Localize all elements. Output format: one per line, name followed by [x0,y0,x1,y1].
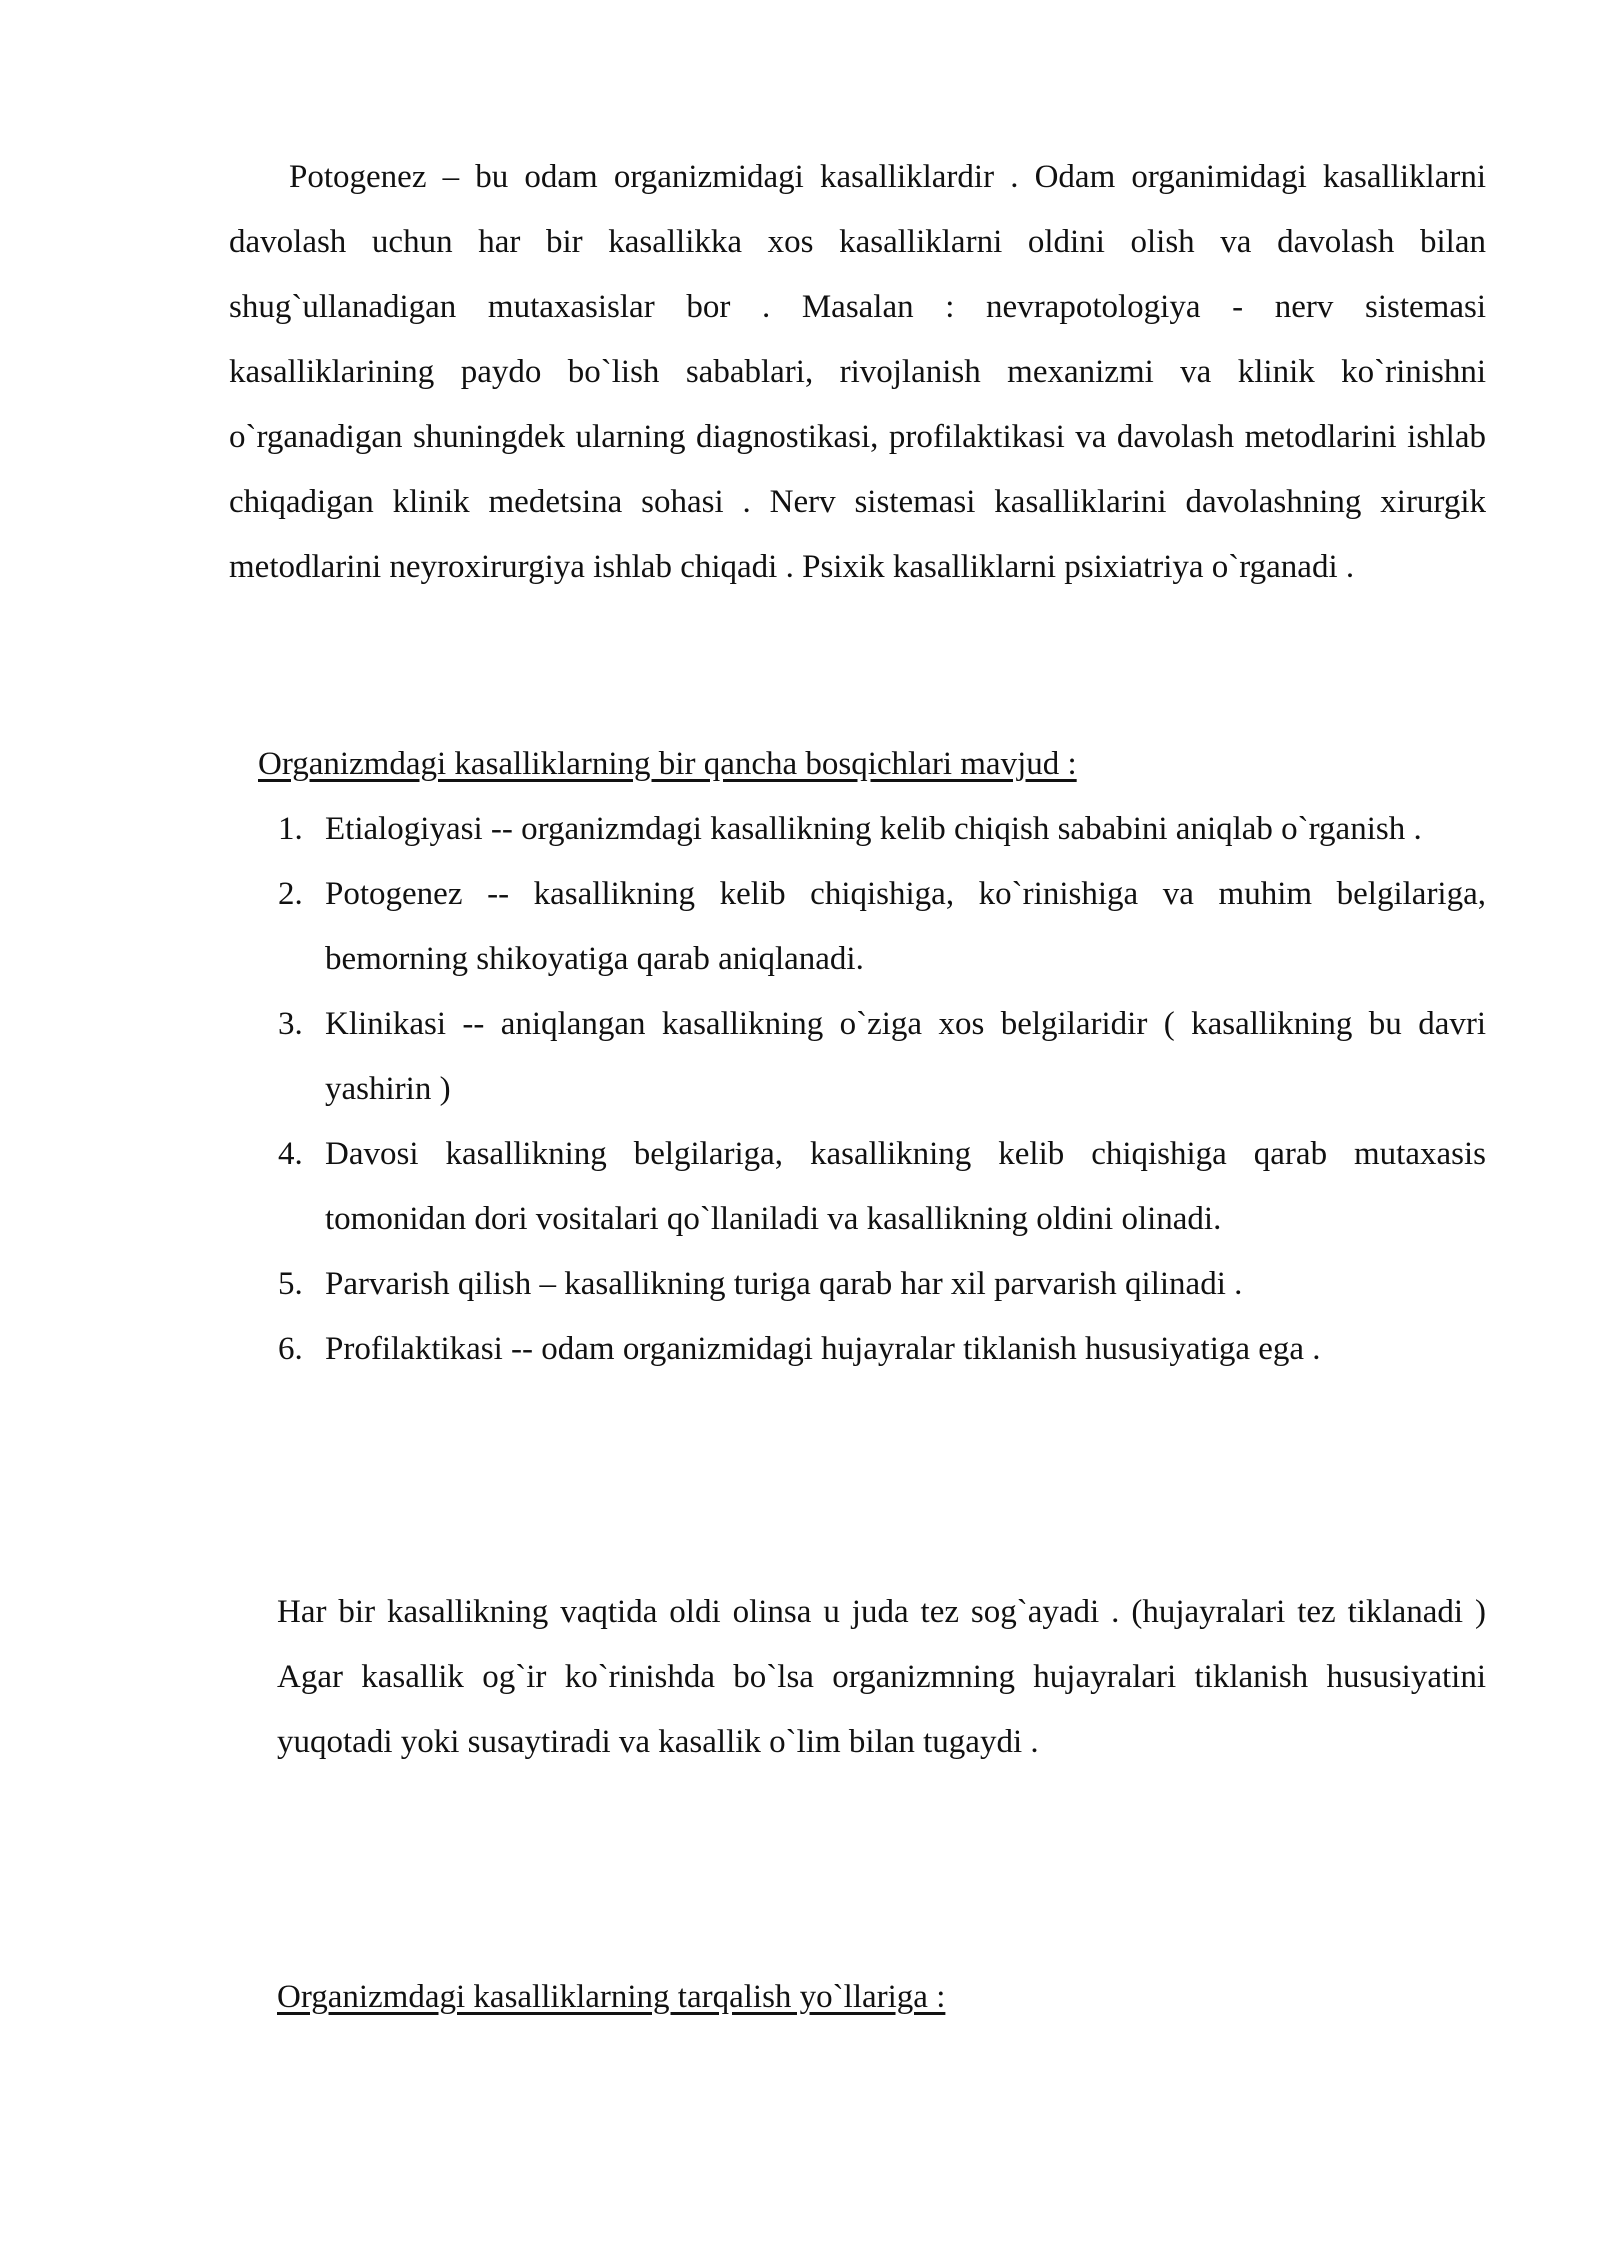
list-item-text: Davosi kasallikning belgilariga, kasallikning kelib chiqishiga qarab mutaxasis tomonidan dori vositalari qo`llaniladi va kasallikning oldini olinadi. [325,1136,1486,1237]
list-item-text: Profilaktikasi -- odam organizmidagi hujayralar tiklanish hususiyatiga ega . [325,1331,1321,1367]
list-item-text: Etialogiyasi -- organizmdagi kasallikning kelib chiqish sababini aniqlab o`rganish . [325,811,1422,847]
list-item-text: Parvarish qilish – kasallikning turiga qarab har xil parvarish qilinadi . [325,1266,1243,1302]
stages-heading: Organizmdagi kasalliklarning bir qancha bosqichlari mavjud : [258,746,1077,782]
list-item-number: 3. [278,1006,303,1042]
list-item [278,862,1486,992]
list-item-text: Klinikasi -- aniqlangan kasallikning o`ziga xos belgilaridir ( kasallikning bu davri yashirin ) [325,1006,1486,1107]
list-item-number: 4. [278,1136,303,1172]
list-item-number: 5. [278,1266,303,1302]
list-item-number: 6. [278,1331,303,1367]
intro-paragraph: Potogenez – bu odam organizmidagi kasalliklardir . Odam organimidagi kasalliklarni davolash uchun har bir kasallikka xos kasalliklarni oldini olish va davolash bilan shug`ullanadigan mutaxasislar bor . Masalan : nevrapotologiya - nerv sistemasi kasalliklarining paydo bo`lish sabablari, rivojlanish mexanizmi va klinik ko`rinishni o`rganadigan shuningdek ularning diagnostikasi, profilaktikasi va davolash metodlarini ishlab chiqadigan klinik medetsina sohasi . Nerv sistemasi kasalliklarini davolashning xirurgik metodlarini neyroxirurgiya ishlab chiqadi . Psixik kasalliklarni psixiatriya o`rganadi . [229,159,1486,585]
list-item [278,1317,1486,1382]
list-item-number: 2. [278,876,303,912]
list-item-text: Potogenez -- kasallikning kelib chiqishiga, ko`rinishiga va muhim belgilariga, bemorning shikoyatiga qarab aniqlanadi. [325,876,1486,977]
list-item [278,797,1486,862]
list-item [278,1122,1486,1252]
closing-paragraph: Har bir kasallikning vaqtida oldi olinsa u juda tez sog`ayadi . (hujayralari tez tiklanadi ) Agar kasallik og`ir ko`rinishda bo`lsa organizmning hujayralari tiklanish hususiyatini yuqotadi yoki susaytiradi va kasallik o`lim bilan tugaydi . [277,1594,1486,1760]
list-item [278,1252,1486,1317]
spread-heading: Organizmdagi kasalliklarning tarqalish yo`llariga : [277,1979,946,2015]
stages-list [278,797,1486,1382]
list-item-number: 1. [278,811,303,847]
list-item [278,992,1486,1122]
